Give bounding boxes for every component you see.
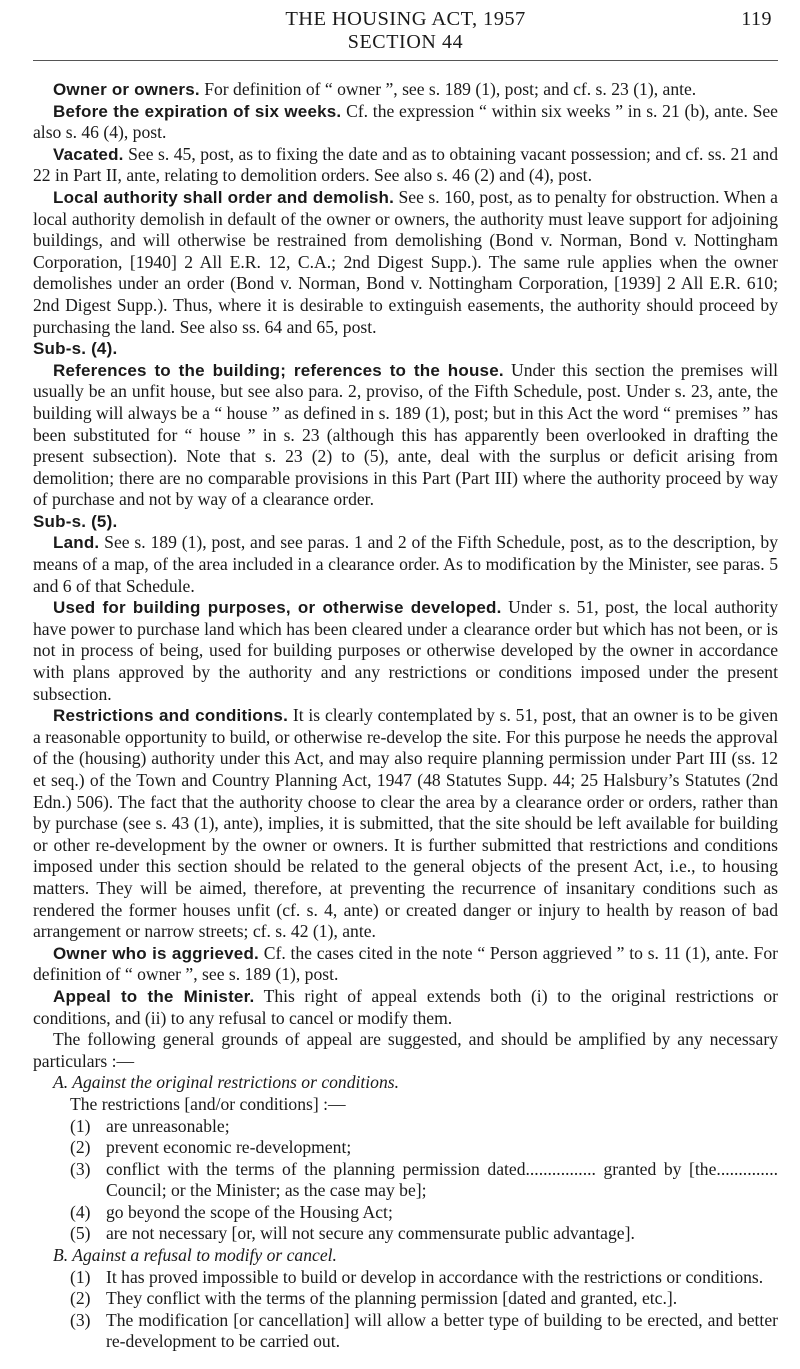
note-paragraph	[33, 101, 778, 144]
grounds-b-heading: B. Against a refusal to modify or cancel.	[53, 1245, 337, 1266]
notes-block-1	[33, 79, 778, 338]
appeal-grounds-b	[33, 1245, 778, 1353]
ground-item	[70, 1267, 778, 1289]
note-text: Under s. 51, post, the local authority have power to purchase land which has been cleared under a clearance order but which has not been, or is not in process of being, used for building purposes or otherwise developed by the owner in accordance with plans approved by the authority and any restrictions or conditions imposed under the present subsection.	[33, 597, 778, 704]
note-heading: Owner who is aggrieved.	[53, 943, 259, 963]
ground-number: (1)	[70, 1115, 91, 1136]
note-paragraph	[33, 532, 778, 597]
section-heading: SECTION 44	[347, 31, 464, 53]
ground-number: (2)	[70, 1137, 91, 1158]
grounds-a-list	[33, 1116, 778, 1246]
notes-block-subsection-5	[33, 532, 778, 1072]
note-text: Cf. the expression “ within six weeks ” in s. 21 (b), ante. See also s. 46 (4), post.	[33, 100, 778, 143]
ground-number: (4)	[70, 1201, 91, 1222]
appeal-grounds-a	[33, 1072, 778, 1245]
note-text: See s. 45, post, as to fixing the date and as to obtaining vacant possession; and cf. ss. 21 and 22 in Part II, ante, relating to demolition orders. See also s. 46 (2) and (4), post.	[33, 143, 778, 186]
ground-number: (2)	[70, 1288, 91, 1309]
ground-item	[70, 1288, 778, 1310]
ground-text: conflict with the terms of the planning permission dated................ granted by [the.............. Council; or the Minister; as the case may be];	[106, 1158, 778, 1201]
ground-item	[70, 1202, 778, 1224]
ground-item	[70, 1116, 778, 1138]
ground-text: prevent economic re-development;	[106, 1137, 352, 1158]
note-paragraph	[33, 986, 778, 1029]
note-heading: Local authority shall order and demolish.	[53, 187, 395, 207]
note-paragraph	[33, 144, 778, 187]
note-text: See s. 160, post, as to penalty for obstruction. When a local authority demolish in default of the owner or owners, the authority must leave support for adjoining buildings, and will otherwise be restrained from demolishing (Bond v. Norman, Bond v. Nottingham Corporation, [1940] 2 All E.R. 12, C.A.; 2nd Digest Supp.). The same rule applies when the owner demolishes under an order (Bond v. Norman, Bond v. Nottingham Corporation, [1939] 2 All E.R. 610; 2nd Digest Supp.). Thus, where it is desirable to extinguish easements, the authority should proceed by purchasing the land. See also ss. 64 and 65, post.	[33, 186, 778, 337]
note-paragraph	[33, 187, 778, 338]
note-heading: Restrictions and conditions.	[53, 706, 289, 726]
ground-text: The modification [or cancellation] will allow a better type of building to be erected, and better re-development to be carried out.	[106, 1309, 778, 1352]
ground-number: (1)	[70, 1266, 91, 1287]
ground-text: It has proved impossible to build or develop in accordance with the restrictions or conditions.	[106, 1266, 764, 1287]
note-text: It is clearly contemplated by s. 51, post, that an owner is to be given a reasonable opportunity to build, or otherwise re-develop the site. For this purpose he needs the approval of the (housing) authority under this Act, and may also require planning permission under Part III (ss. 12 et seq.) of the Town and Country Planning Act, 1947 (48 Statutes Supp. 44; 25 Halsbury’s Statutes (2nd Edn.) 506). The fact that the authority choose to clear the area by a clearance order or orders, rather than by purchase (see s. 43 (1), ante), implies, it is submitted, that the site should be left available for building or other re-development by the owner or owners. It is further submitted that restrictions and conditions imposed under this section should be related to the general objects of the present Act, i.e., to housing matters. They will be aimed, therefore, at preventing the recurrence of insanitary conditions such as rendered the former houses unfit (cf. s. 4, ante) or created danger or injury to health by reason of bad arrangement or narrow streets; cf. s. 42 (1), ante.	[33, 705, 778, 942]
note-text: This right of appeal extends both (i) to the original restrictions or conditions, and (ii) to any refusal to cancel or modify them.	[33, 985, 778, 1028]
page-number: 119	[741, 8, 772, 30]
ground-text: are unreasonable;	[106, 1115, 230, 1136]
note-heading: Owner or owners.	[53, 80, 200, 99]
subsection-label-5: Sub-s. (5).	[33, 511, 118, 531]
note-text: For definition of “ owner ”, see s. 189 (1), post; and cf. s. 23 (1), ante.	[199, 79, 697, 99]
ground-text: go beyond the scope of the Housing Act;	[106, 1201, 393, 1222]
note-paragraph	[33, 360, 778, 511]
ground-text: are not necessary [or, will not secure any commensurate public advantage].	[106, 1223, 635, 1244]
note-heading: Appeal to the Minister.	[53, 986, 255, 1006]
ground-item	[70, 1223, 778, 1245]
note-text: Under this section the premises will usually be an unfit house, but see also para. 2, proviso, of the Fifth Schedule, post. Under s. 23, ante, the building will always be a “ house ” as defined in s. 189 (1), post; but in this Act the word “ premises ” has been substituted for “ house ” in s. 23 (although this has apparently been overlooked in drafting the present subsection). Note that s. 23 (2) to (5), ante, deal with the surplus or deficit arising from demolition; there are no comparable provisions in this Part (Part III) where the authority proceed by way of purchase and not by way of a clearance order.	[33, 359, 778, 510]
running-head	[33, 8, 778, 54]
header-rule	[33, 60, 778, 61]
note-heading: References to the building; references to the house.	[53, 360, 504, 380]
grounds-a-lead: The restrictions [and/or conditions] :—	[70, 1093, 346, 1114]
ground-number: (3)	[70, 1309, 91, 1330]
ground-number: (3)	[70, 1158, 91, 1179]
note-text: See s. 189 (1), post, and see paras. 1 and 2 of the Fifth Schedule, post, as to the description, by means of a map, of the area included in a clearance order. As to modification by the Minister, see paras. 5 and 6 of that Schedule.	[33, 532, 778, 596]
note-heading: Land.	[53, 533, 100, 553]
note-paragraph	[33, 597, 778, 705]
note-text: Cf. the cases cited in the note “ Person aggrieved ” to s. 11 (1), ante. For definition of “ owner ”, see s. 189 (1), post.	[33, 942, 778, 985]
notes-block-subsection-4	[33, 360, 778, 511]
grounds-b-list	[33, 1267, 778, 1353]
ground-number: (5)	[70, 1223, 91, 1244]
subsection-label-4: Sub-s. (4).	[33, 339, 118, 359]
ground-item	[70, 1137, 778, 1159]
note-heading: Before the expiration of six weeks.	[53, 101, 342, 121]
ground-item	[70, 1159, 778, 1202]
ground-item	[70, 1310, 778, 1353]
note-paragraph	[33, 79, 778, 101]
note-paragraph	[33, 705, 778, 943]
note-paragraph	[33, 1029, 778, 1072]
grounds-a-heading: A. Against the original restrictions or conditions.	[53, 1072, 400, 1093]
running-title: THE HOUSING ACT, 1957	[285, 8, 526, 30]
note-heading: Vacated.	[53, 144, 124, 164]
note-text: The following general grounds of appeal are suggested, and should be amplified by any necessary particulars :—	[33, 1029, 778, 1071]
ground-text: They conflict with the terms of the planning permission [dated and granted, etc.].	[106, 1288, 678, 1309]
note-heading: Used for building purposes, or otherwise developed.	[53, 598, 502, 618]
note-paragraph	[33, 943, 778, 986]
